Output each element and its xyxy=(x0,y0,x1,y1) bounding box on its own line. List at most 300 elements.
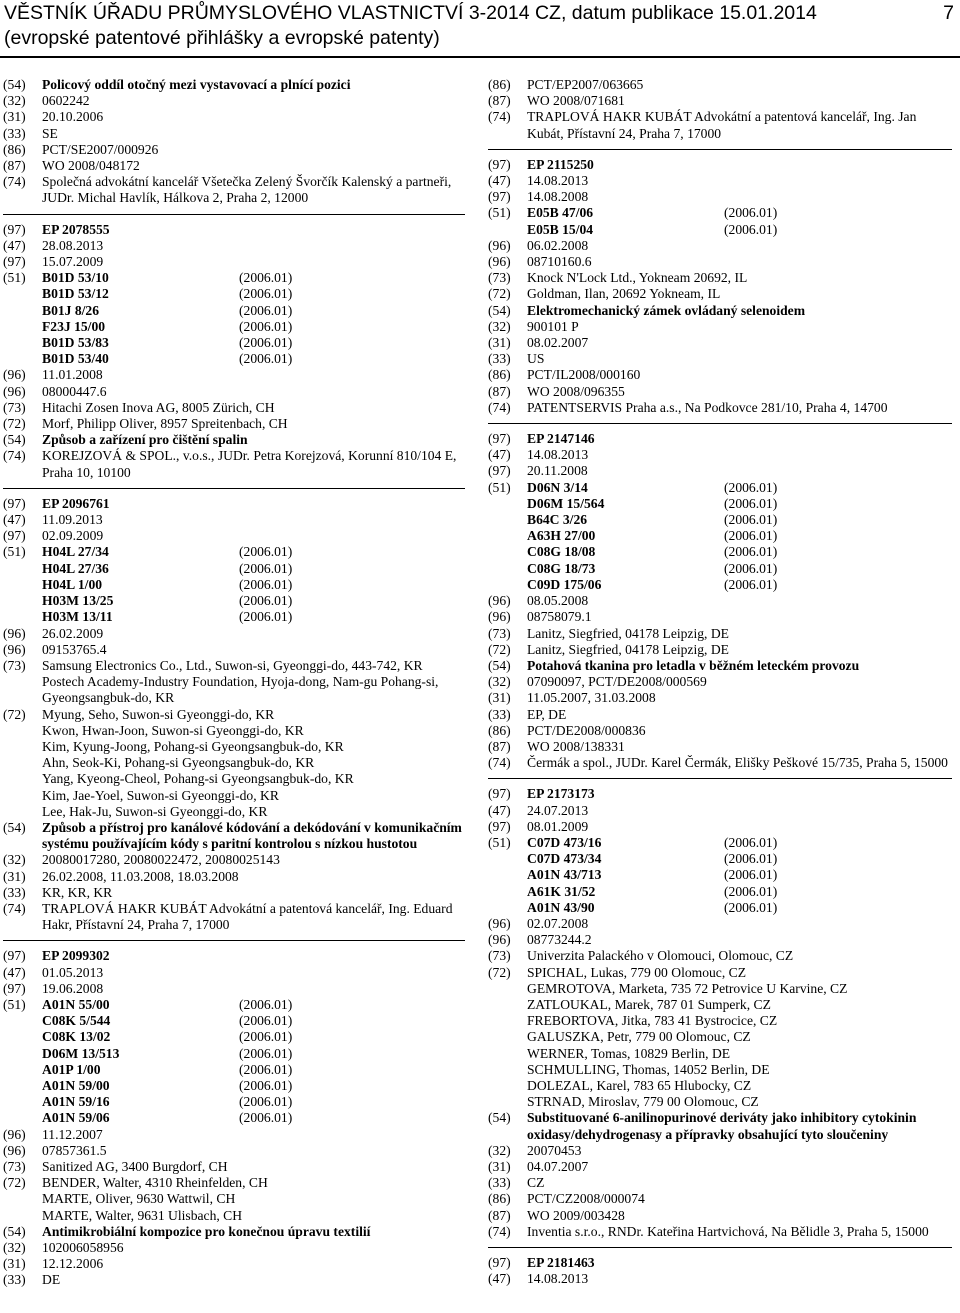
field-line: STRNAD, Miroslav, 779 00 Olomouc, CZ xyxy=(527,1094,759,1110)
field-value: Potahová tkanina pro letadla v běžném leteckém provozu xyxy=(527,657,860,673)
ipc-code: C07D 473/34 xyxy=(527,851,602,867)
ipc-code: D06N 3/14 xyxy=(527,479,588,495)
field-row xyxy=(3,1240,465,1256)
field-code: (51) xyxy=(3,544,26,560)
field-value: EP 2099302 xyxy=(42,948,110,964)
field-code: (87) xyxy=(488,738,511,754)
ipc-version: (2006.01) xyxy=(239,318,293,334)
field-row xyxy=(488,1255,952,1271)
field-value: DE xyxy=(42,1272,61,1288)
field-line: GALUSZKA, Petr, 779 00 Olomouc, CZ xyxy=(527,1029,751,1045)
field-row xyxy=(488,367,952,383)
field-row xyxy=(488,400,952,416)
field-value: PCT/IL2008/000160 xyxy=(527,367,641,383)
field-code: (51) xyxy=(488,479,511,495)
field-row xyxy=(3,222,465,238)
ipc-code: E05B 15/04 xyxy=(527,221,594,237)
ipc-code: B64C 3/26 xyxy=(527,512,588,528)
field-code: (72) xyxy=(3,416,26,432)
field-code: (47) xyxy=(3,964,26,980)
field-code: (96) xyxy=(3,367,26,383)
ipc-code: B01J 8/26 xyxy=(42,302,100,318)
field-row xyxy=(3,512,465,528)
field-code: (54) xyxy=(488,302,511,318)
ipc-classification xyxy=(42,335,465,351)
bulletin-subtitle: (evropské patentové přihlášky a evropské patenty) xyxy=(4,27,440,49)
field-code: (86) xyxy=(488,722,511,738)
field-code: (32) xyxy=(3,852,26,868)
ipc-code: H04L 27/34 xyxy=(42,544,109,560)
field-code: (31) xyxy=(488,335,511,351)
ipc-code: A01N 59/06 xyxy=(42,1110,110,1126)
field-value: 19.06.2008 xyxy=(42,980,104,996)
field-code: (97) xyxy=(488,818,511,834)
field-value: 24.07.2013 xyxy=(527,802,589,818)
field-code: (51) xyxy=(3,996,26,1012)
field-row xyxy=(3,658,465,707)
field-row xyxy=(3,626,465,642)
field-value: 14.08.2013 xyxy=(527,1271,589,1287)
field-row xyxy=(3,174,465,206)
field-value xyxy=(42,707,465,820)
field-value: Policový oddíl otočný mezi vystavovací a plnící pozici xyxy=(42,77,351,92)
field-code: (51) xyxy=(488,205,511,221)
field-code: (97) xyxy=(3,528,26,544)
field-row xyxy=(488,593,952,609)
field-row xyxy=(3,1127,465,1143)
field-code: (73) xyxy=(488,270,511,286)
field-value: Substituované 6-anilinopurinové deriváty jako inhibitory cytokinin oxidasy/dehydrogenasy a přípravky obsahující tyto sloučeniny xyxy=(527,1110,917,1142)
ipc-code: F23J 15/00 xyxy=(42,318,106,334)
patent-entry xyxy=(488,157,952,416)
field-value: WO 2009/003428 xyxy=(527,1207,625,1223)
field-row xyxy=(488,254,952,270)
field-value: Antimikrobiální kompozice pro konečnou úpravu textilií xyxy=(42,1223,371,1239)
bulletin-title: VĚSTNÍK ÚŘADU PRŮMYSLOVÉHO VLASTNICTVÍ 3-2014 CZ, datum publikace 15.01.2014 xyxy=(4,2,817,24)
ipc-version: (2006.01) xyxy=(724,883,778,899)
entry-separator xyxy=(488,423,952,424)
field-row xyxy=(3,528,465,544)
field-row xyxy=(488,723,952,739)
field-row xyxy=(488,626,952,642)
field-value: CZ xyxy=(527,1175,545,1191)
field-value: 26.02.2008, 11.03.2008, 18.03.2008 xyxy=(42,868,239,884)
ipc-version: (2006.01) xyxy=(724,560,778,576)
ipc-code: D06M 15/564 xyxy=(527,495,605,511)
ipc-code: A01P 1/00 xyxy=(42,1061,101,1077)
ipc-version: (2006.01) xyxy=(239,576,293,592)
field-code: (33) xyxy=(488,1175,511,1191)
field-value: 02.07.2008 xyxy=(527,915,589,931)
field-row xyxy=(3,965,465,981)
field-row xyxy=(488,642,952,658)
field-value: SE xyxy=(42,125,58,141)
field-code: (72) xyxy=(488,964,511,980)
ipc-classification xyxy=(527,577,952,593)
field-line: FREBORTOVA, Jitka, 783 41 Bystrocice, CZ xyxy=(527,1013,778,1029)
field-row xyxy=(488,447,952,463)
field-row xyxy=(488,93,952,109)
field-value: 15.07.2009 xyxy=(42,254,104,270)
field-value: PCT/EP2007/063665 xyxy=(527,77,644,92)
ipc-classification xyxy=(527,222,952,238)
field-value: Inventia s.r.o., RNDr. Kateřina Hartvichová, Na Bělidle 3, Praha 5, 15000 xyxy=(527,1223,929,1239)
ipc-version: (2006.01) xyxy=(239,302,293,318)
field-value: 20.10.2006 xyxy=(42,109,104,125)
field-value: Morf, Philipp Oliver, 8957 Spreitenbach, CH xyxy=(42,416,288,432)
field-code: (54) xyxy=(3,432,26,448)
field-row xyxy=(488,755,952,771)
field-code: (74) xyxy=(3,174,26,190)
field-code: (74) xyxy=(488,1223,511,1239)
field-row xyxy=(488,1110,952,1142)
ipc-version: (2006.01) xyxy=(239,270,293,286)
ipc-classification xyxy=(527,496,952,512)
ipc-code: A63H 27/00 xyxy=(527,528,596,544)
field-value: WO 2008/096355 xyxy=(527,383,625,399)
field-row xyxy=(488,77,952,93)
ipc-code: C08K 5/544 xyxy=(42,1013,111,1029)
field-code: (87) xyxy=(488,1207,511,1223)
field-row xyxy=(3,544,465,625)
ipc-classification xyxy=(527,835,952,851)
field-row xyxy=(3,869,465,885)
field-value: Knock N'Lock Ltd., Yokneam 20692, IL xyxy=(527,270,748,286)
field-code: (73) xyxy=(3,399,26,415)
field-value: Společná advokátní kancelář Všetečka Zelený Švorčík Kalenský a partneři, JUDr. Michal Havlík, Hálkova 2, Praha 2, 12000 xyxy=(42,174,452,206)
field-line: MARTE, Walter, 9631 Ulisbach, CH xyxy=(42,1207,243,1223)
field-code: (97) xyxy=(3,495,26,511)
field-value: Hitachi Zosen Inova AG, 8005 Zürich, CH xyxy=(42,399,275,415)
field-line: ZATLOUKAL, Marek, 787 01 Sumperk, CZ xyxy=(527,996,771,1012)
field-row xyxy=(488,335,952,351)
field-row xyxy=(3,707,465,820)
field-value: 20080017280, 20080022472, 20080025143 xyxy=(42,852,280,868)
ipc-classification xyxy=(42,1094,465,1110)
field-line: Kim, Jae-Yoel, Suwon-si Gyeonggi-do, KR xyxy=(42,787,279,803)
ipc-classification xyxy=(42,1078,465,1094)
ipc-classification xyxy=(42,319,465,335)
left-column xyxy=(3,77,465,1289)
ipc-classification xyxy=(42,609,465,625)
field-row xyxy=(3,1143,465,1159)
field-value: WO 2008/048172 xyxy=(42,158,140,174)
field-code: (97) xyxy=(3,254,26,270)
field-value: WO 2008/138331 xyxy=(527,738,625,754)
field-code: (96) xyxy=(3,641,26,657)
field-value: 09153765.4 xyxy=(42,641,107,657)
field-value: 08.02.2007 xyxy=(527,335,589,351)
ipc-classification xyxy=(42,1013,465,1029)
field-value: 08773244.2 xyxy=(527,932,592,948)
ipc-version: (2006.01) xyxy=(724,899,778,915)
ipc-version: (2006.01) xyxy=(239,996,293,1012)
field-value: 08.01.2009 xyxy=(527,818,589,834)
ipc-version: (2006.01) xyxy=(724,495,778,511)
field-value: 26.02.2009 xyxy=(42,625,104,641)
ipc-version: (2006.01) xyxy=(724,867,778,883)
field-value xyxy=(527,965,952,1111)
field-code: (74) xyxy=(488,399,511,415)
field-value: Způsob a zařízení pro čištění spalin xyxy=(42,432,248,448)
field-row xyxy=(3,1175,465,1224)
field-value xyxy=(527,205,952,237)
field-code: (31) xyxy=(3,1256,26,1272)
field-code: (54) xyxy=(3,77,26,92)
field-line: Myung, Seho, Suwon-si Gyeonggi-do, KR xyxy=(42,706,275,722)
ipc-version: (2006.01) xyxy=(239,1029,293,1045)
field-value: 06.02.2008 xyxy=(527,237,589,253)
ipc-classification xyxy=(42,303,465,319)
field-row xyxy=(488,270,952,286)
field-row xyxy=(488,286,952,302)
field-code: (73) xyxy=(3,1159,26,1174)
field-row xyxy=(3,981,465,997)
field-value: Univerzita Palackého v Olomouci, Olomouc, CZ xyxy=(527,948,794,964)
ipc-code: B01D 53/12 xyxy=(42,286,109,302)
page-number: 7 xyxy=(943,2,954,24)
ipc-classification xyxy=(42,1029,465,1045)
field-row xyxy=(3,384,465,400)
ipc-classification xyxy=(527,528,952,544)
ipc-classification xyxy=(42,544,465,560)
patent-entry xyxy=(488,431,952,771)
patent-entry xyxy=(3,77,465,207)
ipc-classification xyxy=(527,512,952,528)
field-code: (96) xyxy=(488,932,511,948)
field-line: Ahn, Seok-Ki, Pohang-si Gyeongsangbuk-do, KR xyxy=(42,755,315,771)
field-code: (97) xyxy=(488,786,511,802)
field-row xyxy=(488,173,952,189)
field-code: (32) xyxy=(3,93,26,109)
field-value: Sanitized AG, 3400 Burgdorf, CH xyxy=(42,1159,228,1174)
field-row xyxy=(3,1256,465,1272)
field-code: (73) xyxy=(3,657,26,673)
field-row xyxy=(3,1272,465,1288)
field-row xyxy=(488,1271,952,1287)
field-code: (97) xyxy=(3,980,26,996)
field-row xyxy=(488,819,952,835)
field-code: (96) xyxy=(488,609,511,625)
entry-separator xyxy=(488,778,952,779)
field-value: 08710160.6 xyxy=(527,254,592,270)
patent-entry xyxy=(488,786,952,1240)
field-row xyxy=(488,238,952,254)
field-row xyxy=(488,932,952,948)
field-code: (47) xyxy=(488,173,511,189)
field-code: (31) xyxy=(488,1159,511,1174)
field-row xyxy=(488,803,952,819)
field-row xyxy=(488,965,952,1111)
field-row xyxy=(488,674,952,690)
ipc-version: (2006.01) xyxy=(239,544,293,560)
field-value: TRAPLOVÁ HAKR KUBÁT Advokátní a patentová kancelář, Ing. Jan Kubát, Přístavní 24, Praha 7, 17000 xyxy=(527,109,917,141)
entry-separator xyxy=(488,1247,952,1248)
field-line: WERNER, Tomas, 10829 Berlin, DE xyxy=(527,1045,731,1061)
field-value: 08758079.1 xyxy=(527,609,592,625)
ipc-version: (2006.01) xyxy=(724,512,778,528)
ipc-code: C08K 13/02 xyxy=(42,1029,111,1045)
ipc-version: (2006.01) xyxy=(724,851,778,867)
field-row xyxy=(3,642,465,658)
field-code: (96) xyxy=(488,254,511,270)
field-line: Samsung Electronics Co., Ltd., Suwon-si, Gyeonggi-do, 443-742, KR xyxy=(42,657,423,673)
field-line: MARTE, Oliver, 9630 Wattwil, CH xyxy=(42,1191,236,1207)
field-value: 14.08.2013 xyxy=(527,447,589,463)
field-row xyxy=(3,270,465,367)
field-code: (97) xyxy=(488,431,511,447)
field-value: 07857361.5 xyxy=(42,1142,107,1158)
ipc-code: C09D 175/06 xyxy=(527,576,602,592)
field-value: EP 2115250 xyxy=(527,156,594,172)
field-value: KR, KR, KR xyxy=(42,884,113,900)
field-value: 20070453 xyxy=(527,1142,582,1158)
ipc-version: (2006.01) xyxy=(724,205,778,221)
field-value xyxy=(527,835,952,916)
field-value: KOREJZOVÁ & SPOL., v.o.s., JUDr. Petra Korejzová, Korunní 810/104 E, Praha 10, 10100 xyxy=(42,448,457,480)
entry-separator xyxy=(3,214,465,215)
field-code: (33) xyxy=(3,1272,26,1288)
field-code: (74) xyxy=(3,900,26,916)
field-code: (97) xyxy=(3,221,26,237)
field-code: (86) xyxy=(3,141,26,157)
ipc-classification xyxy=(42,286,465,302)
field-value: EP 2181463 xyxy=(527,1255,595,1271)
field-code: (73) xyxy=(488,625,511,641)
ipc-classification xyxy=(42,270,465,286)
field-code: (72) xyxy=(3,706,26,722)
entry-separator xyxy=(488,149,952,150)
field-code: (31) xyxy=(3,868,26,884)
field-value: Čermák a spol., JUDr. Karel Čermák, Elišky Peškové 15/735, Praha 5, 15000 xyxy=(527,755,948,771)
ipc-code: A01N 59/00 xyxy=(42,1077,110,1093)
patent-entry xyxy=(488,77,952,142)
field-code: (54) xyxy=(488,1110,511,1126)
field-value: Lanitz, Siegfried, 04178 Leipzig, DE xyxy=(527,625,729,641)
field-row xyxy=(488,480,952,593)
field-row xyxy=(488,1191,952,1207)
ipc-version: (2006.01) xyxy=(724,544,778,560)
field-row xyxy=(3,852,465,868)
field-value: 102006058956 xyxy=(42,1240,124,1256)
field-row xyxy=(3,367,465,383)
field-code: (96) xyxy=(488,915,511,931)
field-row xyxy=(488,1224,952,1240)
field-row xyxy=(488,157,952,173)
field-row xyxy=(488,786,952,802)
field-row xyxy=(488,1143,952,1159)
field-code: (87) xyxy=(488,93,511,109)
field-row xyxy=(3,77,465,93)
entry-separator xyxy=(3,488,465,489)
field-code: (87) xyxy=(3,158,26,174)
field-code: (74) xyxy=(488,755,511,771)
field-value xyxy=(42,544,465,625)
ipc-version: (2006.01) xyxy=(724,221,778,237)
ipc-version: (2006.01) xyxy=(239,1045,293,1061)
patent-entry xyxy=(488,1255,952,1287)
field-row xyxy=(488,1159,952,1175)
field-code: (32) xyxy=(488,674,511,690)
field-value xyxy=(42,997,465,1127)
ipc-version: (2006.01) xyxy=(239,560,293,576)
field-code: (96) xyxy=(3,1126,26,1142)
ipc-code: H04L 1/00 xyxy=(42,576,103,592)
field-value: 11.01.2008 xyxy=(42,367,103,383)
field-code: (74) xyxy=(488,109,511,125)
field-row xyxy=(488,609,952,625)
field-value: Způsob a přístroj pro kanálové kódování a dekódování v komunikačním systému používajícím kódy s paritní kontrolou s nízkou hustotou xyxy=(42,819,462,852)
field-value: PATENTSERVIS Praha a.s., Na Podkovce 281/10, Praha 4, 14700 xyxy=(527,399,888,415)
field-row xyxy=(3,416,465,432)
ipc-version: (2006.01) xyxy=(239,593,293,609)
field-code: (51) xyxy=(488,834,511,850)
field-row xyxy=(3,948,465,964)
field-code: (97) xyxy=(488,463,511,479)
field-row xyxy=(488,109,952,141)
field-row xyxy=(3,158,465,174)
field-code: (97) xyxy=(488,156,511,172)
field-value: EP 2147146 xyxy=(527,431,595,447)
field-line: Kim, Kyung-Joong, Pohang-si Gyeongsangbuk-do, KR xyxy=(42,738,344,754)
field-value: 02.09.2009 xyxy=(42,528,104,544)
ipc-code: D06M 13/513 xyxy=(42,1045,120,1061)
ipc-classification xyxy=(527,867,952,883)
field-value: 08.05.2008 xyxy=(527,593,589,609)
entry-separator xyxy=(3,940,465,941)
field-value: TRAPLOVÁ HAKR KUBÁT Advokátní a patentová kancelář, Ing. Eduard Hakr, Přístavní 24, Praha 7, 17000 xyxy=(42,900,453,933)
field-code: (32) xyxy=(3,1240,26,1256)
field-value: 11.12.2007 xyxy=(42,1126,103,1142)
ipc-code: H03M 13/11 xyxy=(42,609,113,625)
field-row xyxy=(488,948,952,964)
right-column xyxy=(488,77,952,1287)
field-row xyxy=(488,351,952,367)
ipc-classification xyxy=(527,480,952,496)
field-value: 08000447.6 xyxy=(42,383,107,399)
ipc-code: B01D 53/10 xyxy=(42,270,109,286)
field-value: PCT/CZ2008/000074 xyxy=(527,1191,645,1207)
header-rule xyxy=(0,56,960,58)
field-value: 07090097, PCT/DE2008/000569 xyxy=(527,674,707,690)
ipc-version: (2006.01) xyxy=(239,1061,293,1077)
field-code: (74) xyxy=(3,448,26,464)
ipc-version: (2006.01) xyxy=(239,335,293,351)
field-row xyxy=(3,1224,465,1240)
field-value xyxy=(42,270,465,367)
field-row xyxy=(488,707,952,723)
ipc-code: B01D 53/83 xyxy=(42,335,109,351)
field-value: 14.08.2008 xyxy=(527,189,589,205)
ipc-classification xyxy=(42,561,465,577)
patent-entry xyxy=(3,948,465,1288)
ipc-version: (2006.01) xyxy=(239,1077,293,1093)
field-value: Goldman, Ilan, 20692 Yokneam, IL xyxy=(527,286,721,302)
ipc-version: (2006.01) xyxy=(239,286,293,302)
field-code: (96) xyxy=(488,593,511,609)
field-value: 0602242 xyxy=(42,93,90,109)
field-code: (47) xyxy=(488,802,511,818)
ipc-classification xyxy=(42,577,465,593)
field-row xyxy=(3,885,465,901)
patent-entry xyxy=(3,496,465,933)
field-code: (96) xyxy=(3,1142,26,1158)
field-line: BENDER, Walter, 4310 Rheinfelden, CH xyxy=(42,1175,268,1191)
field-row xyxy=(488,189,952,205)
field-value: 12.12.2006 xyxy=(42,1256,104,1272)
field-row xyxy=(488,690,952,706)
ipc-code: C07D 473/16 xyxy=(527,834,602,850)
